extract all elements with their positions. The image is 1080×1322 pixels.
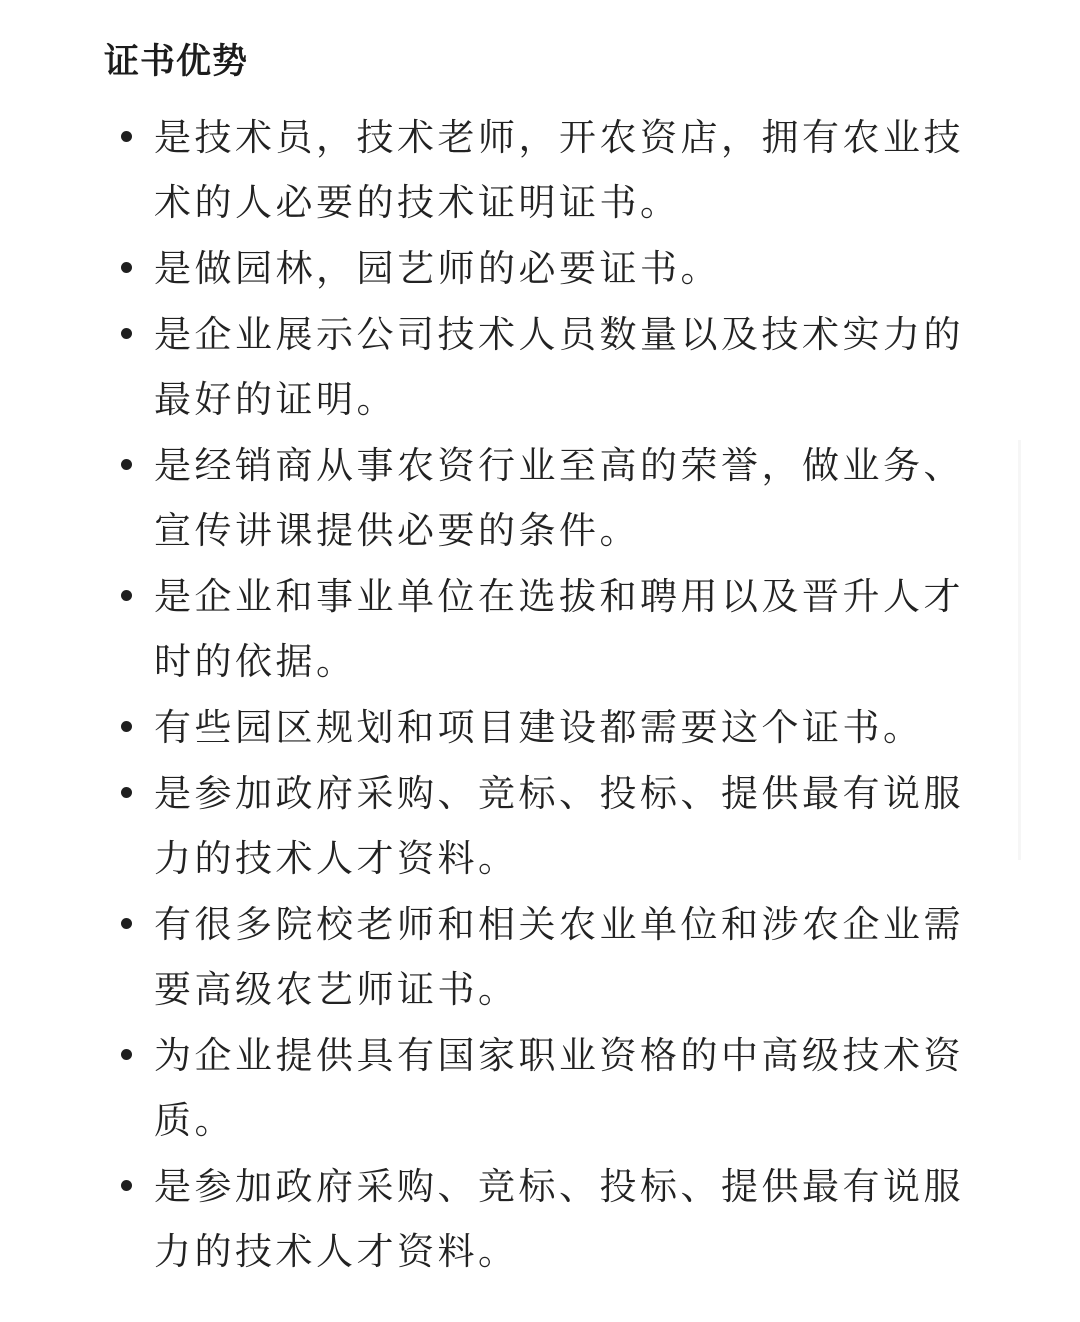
- bullet-dot-icon: [121, 918, 132, 929]
- bullet-dot-icon: [121, 787, 132, 798]
- bullet-dot-icon: [121, 459, 132, 470]
- list-item: [0, 105, 979, 235]
- list-item-text: 为企业提供具有国家职业资格的中高级技术资质。: [154, 1034, 964, 1142]
- bullet-dot-icon: [121, 1180, 132, 1191]
- section-heading: 证书优势: [104, 42, 249, 82]
- edge-divider: [1018, 440, 1021, 860]
- list-item-text: 是企业展示公司技术人员数量以及技术实力的最好的证明。: [154, 313, 964, 421]
- list-item: [0, 1023, 979, 1153]
- list-item-text: 是经销商从事农资行业至高的荣誉，做业务、宣传讲课提供必要的条件。: [154, 444, 964, 552]
- list-item: [0, 564, 979, 694]
- list-item-text: 是企业和事业单位在选拔和聘用以及晋升人才时的依据。: [154, 575, 964, 683]
- bullet-dot-icon: [121, 328, 132, 339]
- list-item-text: 是参加政府采购、竞标、投标、提供最有说服力的技术人才资料。: [154, 1165, 964, 1273]
- bullet-dot-icon: [121, 590, 132, 601]
- list-item-text: 有很多院校老师和相关农业单位和涉农企业需要高级农艺师证书。: [154, 903, 964, 1011]
- list-item: [0, 1154, 979, 1284]
- list-item-text: 有些园区规划和项目建设都需要这个证书。: [154, 706, 924, 749]
- bullet-dot-icon: [121, 131, 132, 142]
- list-item: [0, 761, 979, 891]
- list-item: [0, 892, 979, 1022]
- bullet-dot-icon: [121, 262, 132, 273]
- list-item-text: 是技术员，技术老师，开农资店，拥有农业技术的人必要的技术证明证书。: [154, 116, 964, 224]
- bullet-dot-icon: [121, 721, 132, 732]
- bullet-dot-icon: [121, 1049, 132, 1060]
- list-item: [0, 236, 979, 301]
- list-item: [0, 695, 979, 760]
- list-item: [0, 302, 979, 432]
- advantages-list: [0, 105, 1080, 1285]
- list-item-text: 是做园林，园艺师的必要证书。: [154, 247, 721, 290]
- list-item-text: 是参加政府采购、竞标、投标、提供最有说服力的技术人才资料。: [154, 772, 964, 880]
- list-item: [0, 433, 979, 563]
